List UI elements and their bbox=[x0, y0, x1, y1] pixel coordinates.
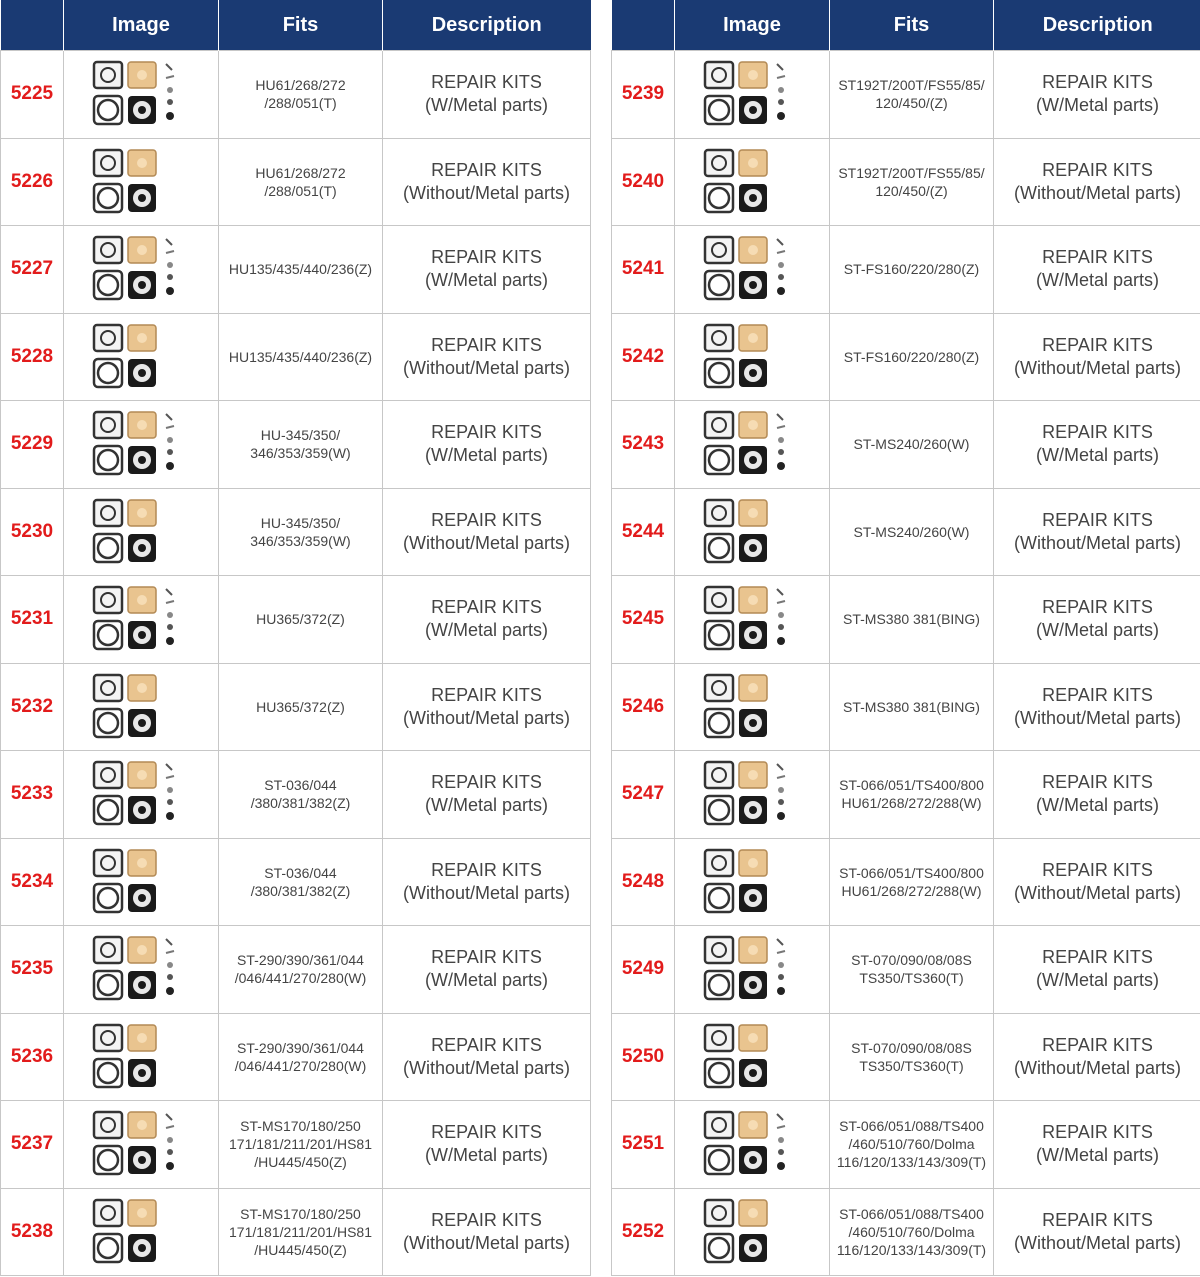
kit-with-metal-icon bbox=[86, 406, 196, 482]
item-code: 5250 bbox=[612, 1013, 675, 1101]
kit-without-metal-icon bbox=[86, 844, 196, 920]
item-description: REPAIR KITS (Without/Metal parts) bbox=[994, 838, 1200, 926]
item-description: REPAIR KITS (Without/Metal parts) bbox=[383, 138, 591, 226]
item-code: 5225 bbox=[1, 51, 64, 139]
kit-image bbox=[64, 226, 219, 314]
item-code: 5247 bbox=[612, 751, 675, 839]
item-fits: ST-MS170/180/250 171/181/211/201/HS81 /HU445/450(Z) bbox=[219, 1101, 383, 1189]
kit-image bbox=[64, 576, 219, 664]
item-description: REPAIR KITS (W/Metal parts) bbox=[383, 51, 591, 139]
item-code: 5241 bbox=[612, 226, 675, 314]
kit-image bbox=[675, 1101, 830, 1189]
item-description: REPAIR KITS (Without/Metal parts) bbox=[994, 488, 1200, 576]
kit-without-metal-icon bbox=[697, 669, 807, 745]
kit-image bbox=[675, 663, 830, 751]
header-row bbox=[1, 0, 591, 51]
table-row bbox=[1, 926, 591, 1014]
kit-without-metal-icon bbox=[86, 1194, 196, 1270]
kit-without-metal-icon bbox=[697, 319, 807, 395]
header-image: Image bbox=[675, 0, 830, 51]
table-row bbox=[612, 51, 1200, 139]
item-fits: ST-MS170/180/250 171/181/211/201/HS81 /HU445/450(Z) bbox=[219, 1188, 383, 1276]
item-description: REPAIR KITS (Without/Metal parts) bbox=[383, 488, 591, 576]
item-description: REPAIR KITS (Without/Metal parts) bbox=[994, 313, 1200, 401]
item-fits: ST-066/051/TS400/800 HU61/268/272/288(W) bbox=[830, 751, 994, 839]
catalog-table-left bbox=[0, 0, 591, 1276]
item-fits: HU365/372(Z) bbox=[219, 576, 383, 664]
table-row bbox=[612, 313, 1200, 401]
table-row bbox=[1, 1013, 591, 1101]
item-description: REPAIR KITS (W/Metal parts) bbox=[383, 926, 591, 1014]
item-code: 5245 bbox=[612, 576, 675, 664]
kit-with-metal-icon bbox=[697, 756, 807, 832]
item-description: REPAIR KITS (W/Metal parts) bbox=[994, 51, 1200, 139]
table-row bbox=[1, 226, 591, 314]
table-row bbox=[1, 838, 591, 926]
table-row bbox=[1, 138, 591, 226]
kit-without-metal-icon bbox=[697, 1194, 807, 1270]
item-code: 5237 bbox=[1, 1101, 64, 1189]
kit-image bbox=[64, 663, 219, 751]
item-code: 5234 bbox=[1, 838, 64, 926]
header-code bbox=[1, 0, 64, 51]
item-fits: HU135/435/440/236(Z) bbox=[219, 313, 383, 401]
item-description: REPAIR KITS (Without/Metal parts) bbox=[383, 1013, 591, 1101]
item-fits: ST-066/051/088/TS400 /460/510/760/Dolma 116/120/133/143/309(T) bbox=[830, 1101, 994, 1189]
table-row bbox=[1, 488, 591, 576]
table-row bbox=[612, 226, 1200, 314]
kit-image bbox=[64, 1013, 219, 1101]
kit-image bbox=[64, 926, 219, 1014]
kit-image bbox=[675, 488, 830, 576]
kit-without-metal-icon bbox=[697, 844, 807, 920]
item-code: 5236 bbox=[1, 1013, 64, 1101]
table-row bbox=[1, 663, 591, 751]
kit-image bbox=[675, 838, 830, 926]
item-description: REPAIR KITS (Without/Metal parts) bbox=[383, 1188, 591, 1276]
item-code: 5229 bbox=[1, 401, 64, 489]
item-code: 5243 bbox=[612, 401, 675, 489]
kit-with-metal-icon bbox=[697, 931, 807, 1007]
item-description: REPAIR KITS (Without/Metal parts) bbox=[994, 1188, 1200, 1276]
table-row bbox=[612, 138, 1200, 226]
table-row bbox=[612, 1013, 1200, 1101]
kit-without-metal-icon bbox=[697, 1019, 807, 1095]
kit-image bbox=[64, 1101, 219, 1189]
table-row bbox=[1, 313, 591, 401]
item-description: REPAIR KITS (W/Metal parts) bbox=[383, 576, 591, 664]
kit-without-metal-icon bbox=[86, 1019, 196, 1095]
kit-with-metal-icon bbox=[86, 756, 196, 832]
item-fits: HU135/435/440/236(Z) bbox=[219, 226, 383, 314]
item-code: 5246 bbox=[612, 663, 675, 751]
kit-without-metal-icon bbox=[86, 144, 196, 220]
item-code: 5233 bbox=[1, 751, 64, 839]
kit-with-metal-icon bbox=[86, 1106, 196, 1182]
item-fits: HU61/268/272 /288/051(T) bbox=[219, 51, 383, 139]
item-code: 5238 bbox=[1, 1188, 64, 1276]
kit-image bbox=[64, 401, 219, 489]
table-row bbox=[1, 1188, 591, 1276]
kit-with-metal-icon bbox=[697, 406, 807, 482]
kit-image bbox=[675, 226, 830, 314]
item-description: REPAIR KITS (W/Metal parts) bbox=[383, 226, 591, 314]
kit-image bbox=[675, 138, 830, 226]
item-code: 5226 bbox=[1, 138, 64, 226]
item-fits: HU-345/350/ 346/353/359(W) bbox=[219, 488, 383, 576]
item-fits: ST192T/200T/FS55/85/ 120/450/(Z) bbox=[830, 51, 994, 139]
kit-image bbox=[64, 138, 219, 226]
header-image: Image bbox=[64, 0, 219, 51]
kit-with-metal-icon bbox=[86, 931, 196, 1007]
table-row bbox=[612, 1101, 1200, 1189]
kit-with-metal-icon bbox=[697, 1106, 807, 1182]
item-description: REPAIR KITS (W/Metal parts) bbox=[994, 1101, 1200, 1189]
kit-with-metal-icon bbox=[697, 56, 807, 132]
item-description: REPAIR KITS (Without/Metal parts) bbox=[383, 663, 591, 751]
item-description: REPAIR KITS (Without/Metal parts) bbox=[994, 663, 1200, 751]
table-row bbox=[612, 401, 1200, 489]
item-code: 5251 bbox=[612, 1101, 675, 1189]
item-description: REPAIR KITS (W/Metal parts) bbox=[994, 751, 1200, 839]
header-fits: Fits bbox=[219, 0, 383, 51]
table-row bbox=[612, 488, 1200, 576]
item-fits: ST-036/044 /380/381/382(Z) bbox=[219, 751, 383, 839]
item-code: 5249 bbox=[612, 926, 675, 1014]
item-fits: ST192T/200T/FS55/85/ 120/450/(Z) bbox=[830, 138, 994, 226]
item-description: REPAIR KITS (W/Metal parts) bbox=[383, 1101, 591, 1189]
table-row bbox=[612, 926, 1200, 1014]
kit-image bbox=[64, 838, 219, 926]
item-fits: ST-070/090/08/08S TS350/TS360(T) bbox=[830, 926, 994, 1014]
item-description: REPAIR KITS (W/Metal parts) bbox=[994, 401, 1200, 489]
item-description: REPAIR KITS (W/Metal parts) bbox=[994, 576, 1200, 664]
kit-with-metal-icon bbox=[697, 581, 807, 657]
item-description: REPAIR KITS (Without/Metal parts) bbox=[994, 138, 1200, 226]
kit-image bbox=[64, 751, 219, 839]
table-row bbox=[1, 401, 591, 489]
kit-with-metal-icon bbox=[86, 56, 196, 132]
table-row bbox=[612, 751, 1200, 839]
item-fits: HU61/268/272 /288/051(T) bbox=[219, 138, 383, 226]
kit-image bbox=[675, 1188, 830, 1276]
item-code: 5248 bbox=[612, 838, 675, 926]
item-code: 5242 bbox=[612, 313, 675, 401]
kit-with-metal-icon bbox=[697, 231, 807, 307]
item-fits: ST-066/051/TS400/800 HU61/268/272/288(W) bbox=[830, 838, 994, 926]
kit-image bbox=[64, 313, 219, 401]
table-row bbox=[1, 576, 591, 664]
item-description: REPAIR KITS (Without/Metal parts) bbox=[383, 838, 591, 926]
kit-image bbox=[675, 926, 830, 1014]
kit-image bbox=[675, 401, 830, 489]
header-code bbox=[612, 0, 675, 51]
item-fits: HU-345/350/ 346/353/359(W) bbox=[219, 401, 383, 489]
item-fits: ST-FS160/220/280(Z) bbox=[830, 226, 994, 314]
kit-image bbox=[675, 51, 830, 139]
kit-image bbox=[675, 313, 830, 401]
item-fits: ST-070/090/08/08S TS350/TS360(T) bbox=[830, 1013, 994, 1101]
item-description: REPAIR KITS (W/Metal parts) bbox=[994, 226, 1200, 314]
item-description: REPAIR KITS (W/Metal parts) bbox=[383, 751, 591, 839]
table-row bbox=[1, 1101, 591, 1189]
item-description: REPAIR KITS (Without/Metal parts) bbox=[383, 313, 591, 401]
item-fits: ST-066/051/088/TS400 /460/510/760/Dolma 116/120/133/143/309(T) bbox=[830, 1188, 994, 1276]
item-fits: HU365/372(Z) bbox=[219, 663, 383, 751]
header-description: Description bbox=[994, 0, 1200, 51]
item-code: 5235 bbox=[1, 926, 64, 1014]
item-fits: ST-MS380 381(BING) bbox=[830, 663, 994, 751]
item-code: 5232 bbox=[1, 663, 64, 751]
kit-without-metal-icon bbox=[86, 319, 196, 395]
item-code: 5252 bbox=[612, 1188, 675, 1276]
header-fits: Fits bbox=[830, 0, 994, 51]
kit-image bbox=[675, 751, 830, 839]
header-description: Description bbox=[383, 0, 591, 51]
table-row bbox=[612, 838, 1200, 926]
item-code: 5240 bbox=[612, 138, 675, 226]
kit-with-metal-icon bbox=[86, 231, 196, 307]
kit-without-metal-icon bbox=[697, 494, 807, 570]
item-fits: ST-290/390/361/044 /046/441/270/280(W) bbox=[219, 926, 383, 1014]
kit-image bbox=[675, 576, 830, 664]
kit-without-metal-icon bbox=[697, 144, 807, 220]
item-description: REPAIR KITS (Without/Metal parts) bbox=[994, 1013, 1200, 1101]
table-row bbox=[612, 1188, 1200, 1276]
kit-image bbox=[675, 1013, 830, 1101]
item-fits: ST-036/044 /380/381/382(Z) bbox=[219, 838, 383, 926]
item-description: REPAIR KITS (W/Metal parts) bbox=[383, 401, 591, 489]
item-fits: ST-FS160/220/280(Z) bbox=[830, 313, 994, 401]
item-code: 5231 bbox=[1, 576, 64, 664]
item-fits: ST-MS380 381(BING) bbox=[830, 576, 994, 664]
table-row bbox=[1, 51, 591, 139]
item-code: 5244 bbox=[612, 488, 675, 576]
kit-with-metal-icon bbox=[86, 581, 196, 657]
item-description: REPAIR KITS (W/Metal parts) bbox=[994, 926, 1200, 1014]
item-fits: ST-290/390/361/044 /046/441/270/280(W) bbox=[219, 1013, 383, 1101]
catalog-table-right bbox=[611, 0, 1200, 1276]
kit-image bbox=[64, 1188, 219, 1276]
table-row bbox=[612, 663, 1200, 751]
kit-image bbox=[64, 51, 219, 139]
item-code: 5228 bbox=[1, 313, 64, 401]
table-row bbox=[1, 751, 591, 839]
item-code: 5230 bbox=[1, 488, 64, 576]
kit-without-metal-icon bbox=[86, 494, 196, 570]
kit-image bbox=[64, 488, 219, 576]
header-row bbox=[612, 0, 1200, 51]
item-code: 5227 bbox=[1, 226, 64, 314]
table-row bbox=[612, 576, 1200, 664]
item-fits: ST-MS240/260(W) bbox=[830, 488, 994, 576]
item-fits: ST-MS240/260(W) bbox=[830, 401, 994, 489]
item-code: 5239 bbox=[612, 51, 675, 139]
kit-without-metal-icon bbox=[86, 669, 196, 745]
